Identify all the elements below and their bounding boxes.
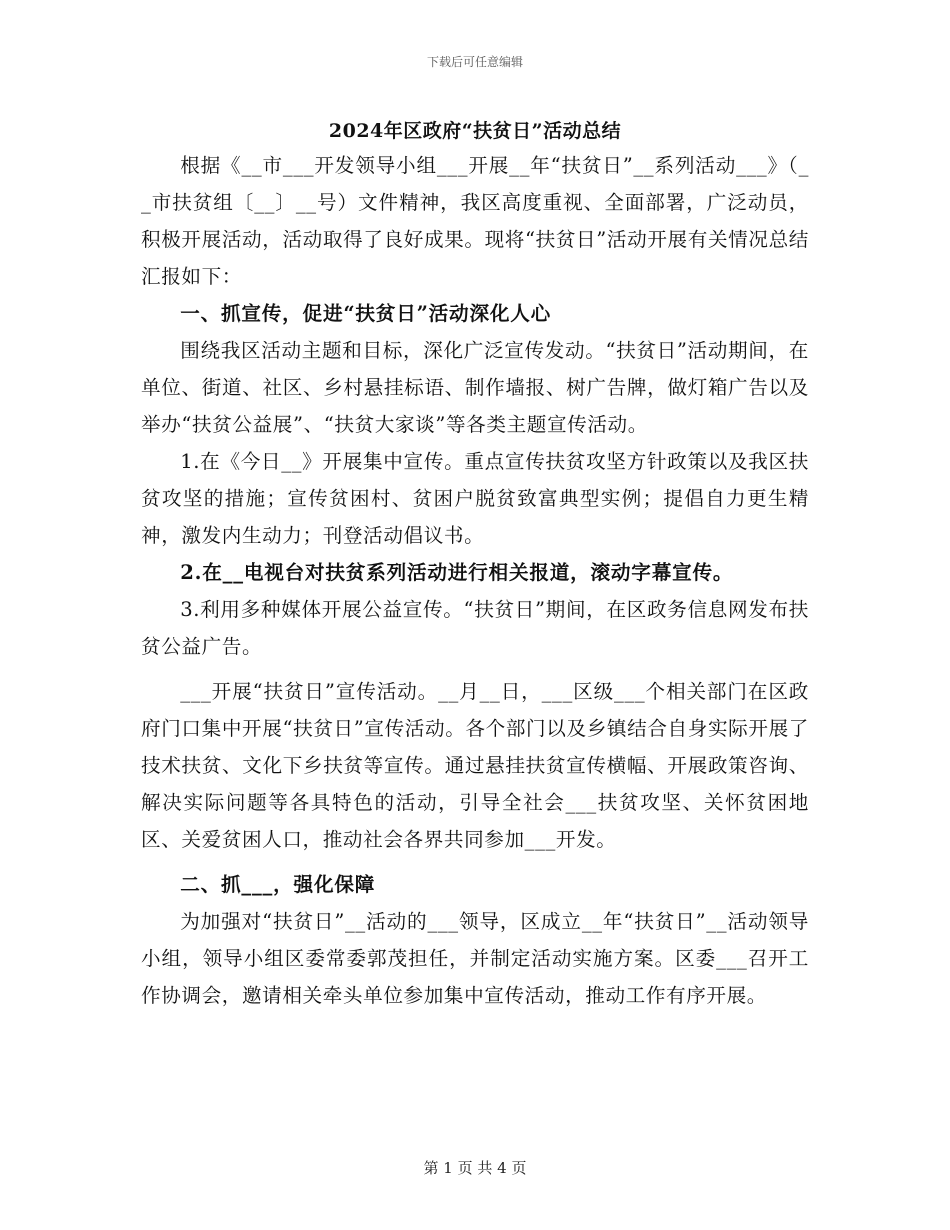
paragraph-item-1: 1.在《今日__》开展集中宣传。重点宣传扶贫攻坚方针政策以及我区扶贫攻坚的措施；宣传贫困村、贫困户脱贫致富典型实例；提倡自力更生精神，激发内生动力；刊登活动倡议书。: [141, 450, 809, 547]
paragraph-intro: 根据《__市___开发领导小组___开展__年“扶贫日”__系列活动___》（__市扶贫组〔__〕__号）文件精神，我区高度重视、全面部署，广泛动员，积极开展活动，活动取得了良好成果。现将“扶贫日”活动开展有关情况总结汇报如下：: [141, 154, 809, 288]
document-body: [141, 147, 809, 1014]
paragraph-item-2: 2.在__电视台对扶贫系列活动进行相关报道，滚动字幕宣传。: [180, 561, 734, 584]
section-heading-1: 一、抓宣传，促进“扶贫日”活动深化人心: [180, 302, 552, 325]
header-note: 下载后可任意编辑: [426, 55, 523, 69]
document-title: 2024年区政府“扶贫日”活动总结: [328, 120, 622, 142]
paragraph-activity: ___开展“扶贫日”宣传活动。__月__日，___区级___个相关部门在区政府门口集中开展“扶贫日”宣传活动。各个部门以及乡镇结合自身实际开展了技术扶贫、文化下乡扶贫等宣传。通过悬挂扶贫宣传横幅、开展政策咨询、解决实际问题等各具特色的活动，引导全社会___扶贫攻坚、关怀贫困地区、关爱贫困人口，推动社会各界共同参加___开发。: [141, 680, 809, 851]
section-heading-2: 二、抓___，强化保障: [180, 873, 376, 896]
paragraph-leadership: 为加强对“扶贫日”__活动的___领导，区成立__年“扶贫日”__活动领导小组，领导小组区委常委郭茂担任，并制定活动实施方案。区委___召开工作协调会，邀请相关牵头单位参加集中宣传活动，推动工作有序开展。: [141, 910, 809, 1007]
paragraph-item-3: 3.利用多种媒体开展公益宣传。“扶贫日”期间，在区政务信息网发布扶贫公益广告。: [141, 598, 809, 658]
paragraph-publicity: 围绕我区活动主题和目标，深化广泛宣传发动。“扶贫日”活动期间，在单位、街道、社区、乡村悬挂标语、制作墙报、树广告牌，做灯箱广告以及举办“扶贫公益展”、“扶贫大家谈”等各类主题宣传活动。: [141, 339, 809, 436]
page-footer: 第 1 页 共 4 页: [423, 1159, 527, 1177]
